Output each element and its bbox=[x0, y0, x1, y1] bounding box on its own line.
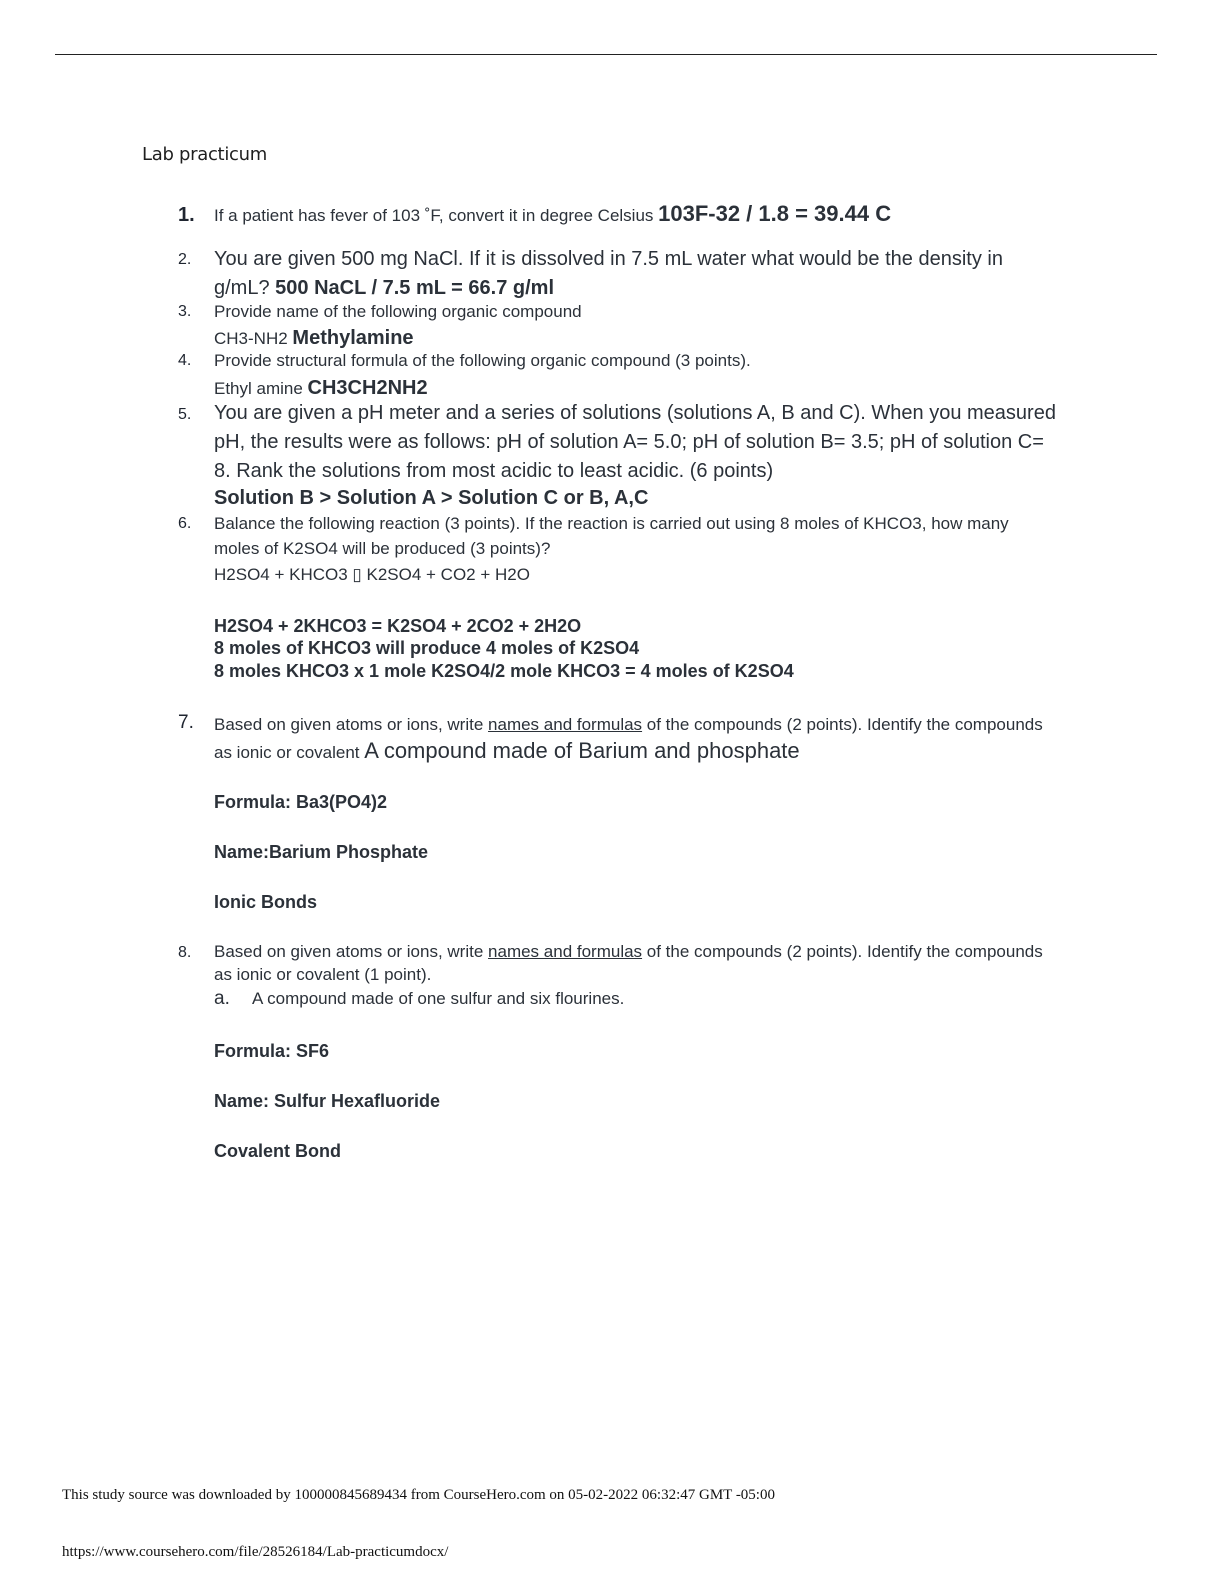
answer-bond-type: Ionic Bonds bbox=[214, 892, 317, 912]
answer: CH3CH2NH2 bbox=[307, 377, 428, 399]
prompt-text: of the compounds (2 points). Identify the compounds as ionic or covalent (1 point). bbox=[214, 942, 1043, 984]
question-prompt: You are given a pH meter and a series of solutions (solutions A, B and C). When you measured pH, the results were as follows: pH of solution A= 5.0; pH of solution B= 3.5; pH of solution C= 8. Rank the solutions from most acidic to least acidic. (6 points) bbox=[214, 402, 1056, 482]
prompt-text: of the compounds (2 points). Identify the compounds as ionic or covalent bbox=[214, 715, 1043, 762]
page-title: Lab practicum bbox=[142, 144, 267, 165]
question-text bbox=[214, 201, 1064, 229]
question-number: 5. bbox=[178, 406, 192, 423]
compound-formula: CH3-NH2 bbox=[214, 329, 293, 348]
question-number: 8. bbox=[178, 944, 192, 961]
question-prompt: Balance the following reaction (3 points). If the reaction is carried out using 8 moles of KHCO3, how many moles of K2SO4 will be produced (3 points)? bbox=[214, 514, 1009, 558]
answer: 103F-32 / 1.8 = 39.44 C bbox=[658, 201, 892, 226]
question-prompt bbox=[214, 712, 1059, 766]
question-number: 1. bbox=[178, 204, 195, 226]
reaction-equation: H2SO4 + KHCO3 ▯ K2SO4 + CO2 + H2O bbox=[214, 565, 530, 584]
answer-name: Name:Barium Phosphate bbox=[214, 842, 429, 862]
underlined-text: names and formulas bbox=[488, 942, 643, 961]
answer-line: 8 moles of KHCO3 will produce 4 moles of K2SO4 bbox=[214, 638, 640, 658]
compound-description: A compound made of Barium and phosphate bbox=[364, 738, 800, 763]
sub-item-a bbox=[214, 988, 625, 1010]
question-number: 2. bbox=[178, 251, 192, 268]
question-prompt: If a patient has fever of 103 ˚F, convert it in degree Celsius bbox=[214, 206, 659, 225]
answer-line: 8 moles KHCO3 x 1 mole K2SO4/2 mole KHCO3 = 4 moles of K2SO4 bbox=[214, 661, 794, 681]
answer-name: Name: Sulfur Hexafluoride bbox=[214, 1091, 441, 1111]
question-prompt bbox=[214, 940, 1059, 986]
prompt-text: Based on given atoms or ions, write bbox=[214, 942, 489, 961]
compound-line bbox=[214, 375, 1064, 402]
source-url: https://www.coursehero.com/file/28526184/Lab-practicumdocx/ bbox=[62, 1544, 449, 1560]
sub-item-letter: a. bbox=[214, 988, 230, 1009]
answer-formula: Formula: Ba3(PO4)2 bbox=[214, 792, 388, 812]
answer: Solution B > Solution A > Solution C or B, A,C bbox=[214, 487, 649, 509]
compound-name: Ethyl amine bbox=[214, 379, 308, 398]
answer-bond-type: Covalent Bond bbox=[214, 1141, 342, 1161]
underlined-text: names and formulas bbox=[488, 715, 643, 734]
answer-line: H2SO4 + 2KHCO3 = K2SO4 + 2CO2 + 2H2O bbox=[214, 616, 582, 636]
header-rule bbox=[55, 54, 1157, 55]
question-number: 4. bbox=[178, 352, 192, 369]
prompt-text: Based on given atoms or ions, write bbox=[214, 715, 489, 734]
question-prompt: You are given 500 mg NaCl. If it is dissolved in 7.5 mL water what would be the density in g/mL? bbox=[214, 248, 1003, 299]
question-prompt: Provide structural formula of the following organic compound (3 points). bbox=[214, 351, 751, 370]
download-notice: This study source was downloaded by 100000845689434 from CourseHero.com on 05-02-2022 06:32:47 GMT -05:00 bbox=[62, 1487, 775, 1503]
question-number: 6. bbox=[178, 515, 192, 532]
question-prompt: Provide name of the following organic compound bbox=[214, 302, 582, 321]
answer-formula: Formula: SF6 bbox=[214, 1041, 330, 1061]
answer: 500 NaCL / 7.5 mL = 66.7 g/ml bbox=[275, 277, 555, 299]
sub-item-text: A compound made of one sulfur and six flourines. bbox=[252, 989, 625, 1008]
answer: Methylamine bbox=[292, 327, 414, 349]
question-number: 7. bbox=[178, 712, 194, 733]
question-number: 3. bbox=[178, 303, 192, 320]
question-text bbox=[214, 245, 1064, 303]
